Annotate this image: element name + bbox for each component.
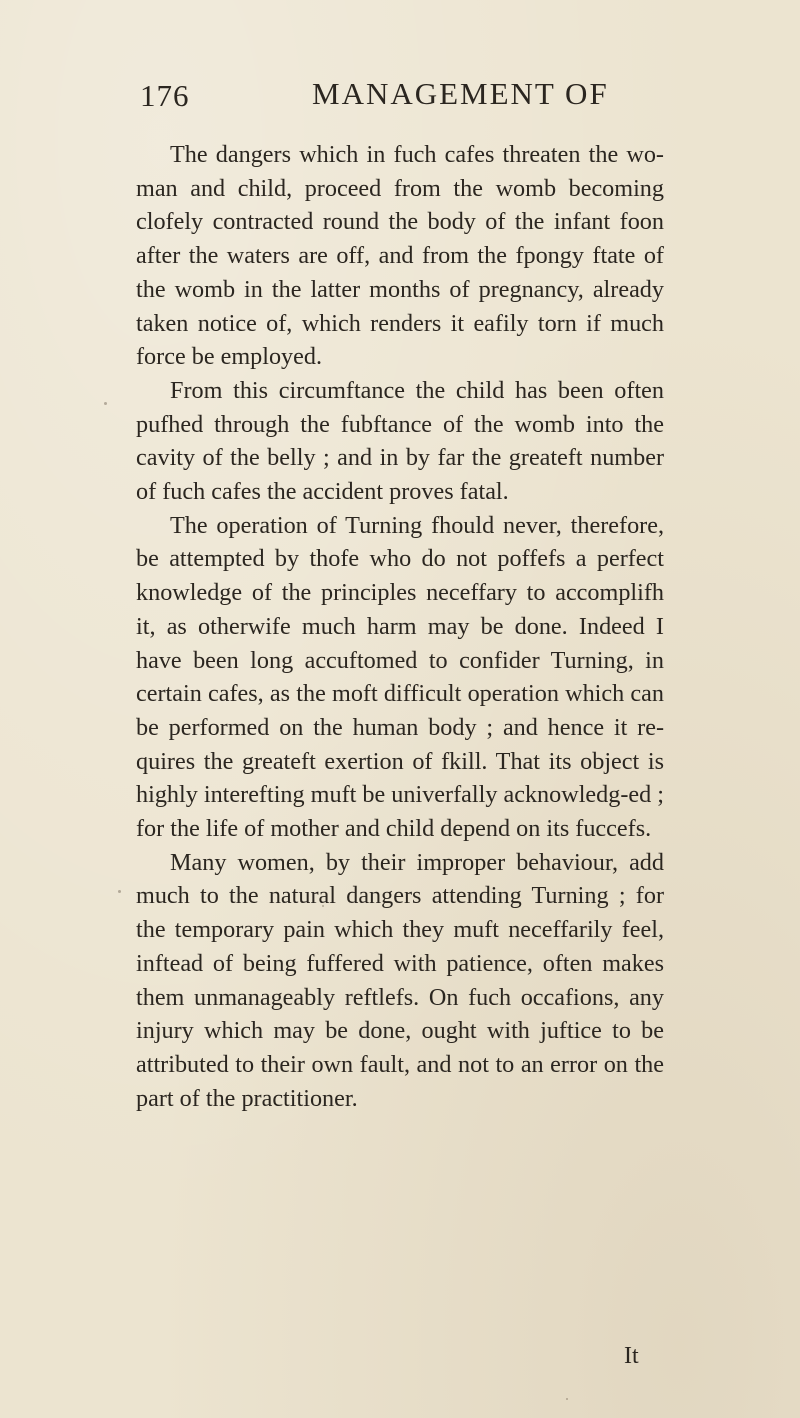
running-head — [140, 70, 660, 120]
paper-speck — [322, 905, 324, 907]
paragraph-4: Many women, by their improper behaviour, add much to the natural dangers attending Turning ; for the temporary pain which they muft neceffarily feel, inftead of being fuffered with patience, often makes them unmanageably reftlefs. On fuch occafions, any injury which may be done, ought with juftice to be attributed to their own fault, and not to an error on the part of the practitioner. — [136, 848, 664, 1112]
paper-speck — [612, 590, 614, 592]
paper-speck — [118, 890, 121, 893]
paper-speck — [566, 1398, 568, 1400]
catchword: It — [624, 1343, 639, 1369]
paragraph-2: From this circumftance the child has been often pufhed through the fubftance of the womb into the cavity of the belly ; and in by far the greateft number of fuch cafes the accident proves fatal. — [136, 376, 664, 506]
paper-speck — [104, 402, 107, 405]
paragraph-3: The operation of Turning fhould never, therefore, be attempted by thofe who do not poffefs a perfect knowledge of the principles neceffary to accomplifh it, as otherwife much harm may be done. Indeed I have been long accuftomed to confider Turning, in certain cafes, as the moft difficult operation which can be performed on the human body ; and hence it re-quires the greateft exertion of fkill. That its object is highly interefting muft be univerfally acknowledg-ed ; for the life of mother and child depend on its fuccefs. — [136, 511, 664, 843]
paragraph-1: The dangers which in fuch cafes threaten the wo-man and child, proceed from the womb becoming clofely contracted round the body of the infant foon after the waters are off, and from the fpongy ftate of the womb in the latter months of pregnancy, already taken notice of, which renders it eafily torn if much force be employed. — [136, 141, 664, 371]
body-text — [136, 138, 664, 1115]
page-number: 176 — [140, 78, 190, 113]
running-title: MANAGEMENT OF — [312, 76, 609, 111]
